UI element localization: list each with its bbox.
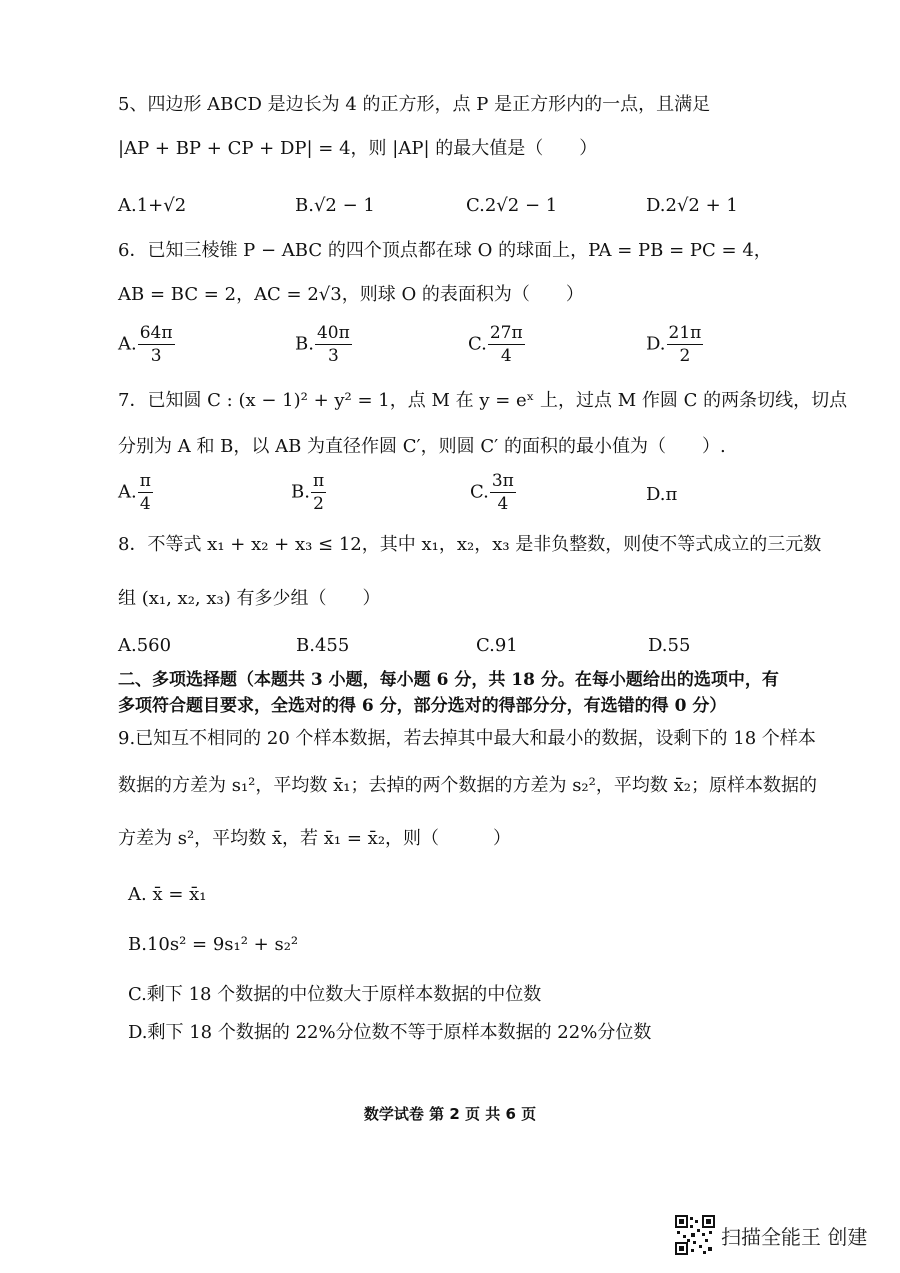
q7-option-a bbox=[118, 470, 153, 515]
q5-options bbox=[118, 193, 860, 241]
q6-option-c-label: C. bbox=[468, 333, 487, 355]
q7-option-a-num: π bbox=[139, 471, 151, 491]
q6-option-c bbox=[468, 322, 525, 367]
q8-option-c: C.91 bbox=[476, 635, 518, 656]
q7-option-b-label: B. bbox=[291, 481, 310, 503]
q7-options bbox=[118, 470, 860, 518]
watermark-text: 扫描全能王 创建 bbox=[721, 1224, 868, 1249]
q6-option-c-den: 4 bbox=[500, 346, 512, 366]
q6-option-c-num: 27π bbox=[489, 323, 523, 343]
q6-option-b-num: 40π bbox=[316, 323, 350, 343]
section2-heading-line2: 多项符合题目要求，全选对的得 6 分，部分选对的得部分分，有选错的得 0 分） bbox=[118, 696, 727, 716]
q6-option-b-den: 3 bbox=[327, 346, 339, 366]
q6-stem-line1: 6．已知三棱锥 P − ABC 的四个顶点都在球 O 的球面上，PA = PB = PC = 4， bbox=[118, 240, 772, 261]
qr-code-icon bbox=[675, 1215, 715, 1255]
q6-option-d-label: D. bbox=[646, 333, 666, 355]
q9-stem-line3: 方差为 s²，平均数 x̄，若 x̄₁ = x̄₂，则（ ） bbox=[118, 828, 512, 849]
q5-option-b: B.√2 − 1 bbox=[295, 195, 375, 216]
q7-option-c-num: 3π bbox=[491, 471, 514, 491]
q6-option-b-fraction bbox=[315, 322, 352, 367]
scanner-watermark bbox=[675, 1212, 867, 1258]
q6-option-a-den: 3 bbox=[150, 346, 162, 366]
q9-option-b: B.10s² = 9s₁² + s₂² bbox=[128, 934, 299, 955]
q6-option-b-label: B. bbox=[295, 333, 314, 355]
q5-stem-line1: 5、四边形 ABCD 是边长为 4 的正方形，点 P 是正方形内的一点，且满足 bbox=[118, 94, 711, 115]
q8-option-a: A.560 bbox=[118, 635, 172, 656]
q6-option-d-fraction bbox=[667, 322, 704, 367]
q6-options bbox=[118, 322, 860, 370]
q7-option-c-den: 4 bbox=[497, 494, 509, 514]
q7-option-c-fraction bbox=[490, 470, 516, 515]
q8-stem-line2: 组 (x₁, x₂, x₃) 有多少组（ ） bbox=[118, 588, 381, 609]
q8-stem-line1: 8．不等式 x₁ + x₂ + x₃ ≤ 12，其中 x₁，x₂，x₃ 是非负整数，则使不等式成立的三元数 bbox=[118, 534, 822, 555]
q7-stem-line1: 7．已知圆 C : (x − 1)² + y² = 1，点 M 在 y = eˣ 上，过点 M 作圆 C 的两条切线，切点 bbox=[118, 390, 848, 411]
q6-option-a-label: A. bbox=[118, 333, 137, 355]
q6-option-a-num: 64π bbox=[139, 323, 173, 343]
q8-option-d: D.55 bbox=[648, 635, 691, 656]
page-footer: 数学试卷 第 2 页 共 6 页 bbox=[363, 1105, 537, 1123]
q6-option-d-num: 21π bbox=[668, 323, 702, 343]
q6-option-d bbox=[646, 322, 703, 367]
q7-option-a-fraction bbox=[138, 470, 153, 515]
q6-option-c-fraction bbox=[488, 322, 525, 367]
q9-option-d: D.剩下 18 个数据的 22%分位数不等于原样本数据的 22%分位数 bbox=[128, 1022, 652, 1043]
q6-option-a-fraction bbox=[138, 322, 175, 367]
q7-option-b-fraction bbox=[311, 470, 326, 515]
q7-option-b-den: 2 bbox=[313, 494, 324, 514]
q5-stem-line2: |AP + BP + CP + DP| = 4，则 |AP| 的最大值是（ ） bbox=[118, 138, 598, 159]
q7-stem-line2: 分别为 A 和 B，以 AB 为直径作圆 C′，则圆 C′ 的面积的最小值为（ ）. bbox=[118, 436, 726, 457]
q5-option-d: D.2√2 + 1 bbox=[646, 195, 738, 216]
q6-option-d-den: 2 bbox=[679, 346, 691, 366]
q7-option-c bbox=[470, 470, 516, 515]
q9-stem-line2: 数据的方差为 s₁²，平均数 x̄₁；去掉的两个数据的方差为 s₂²，平均数 x̄₂；原样本数据的 bbox=[118, 775, 817, 796]
q9-option-a: A. x̄ = x̄₁ bbox=[128, 884, 207, 905]
q5-option-c: C.2√2 − 1 bbox=[466, 195, 558, 216]
q5-option-a: A.1+√2 bbox=[118, 195, 187, 216]
q7-option-c-label: C. bbox=[470, 481, 489, 503]
q7-option-a-den: 4 bbox=[139, 494, 151, 514]
q6-option-a bbox=[118, 322, 175, 367]
q7-option-d: D.π bbox=[646, 484, 678, 505]
q8-option-b: B.455 bbox=[296, 635, 350, 656]
section2-heading-line1: 二、多项选择题（本题共 3 小题，每小题 6 分，共 18 分。在每小题给出的选项中，有 bbox=[118, 670, 779, 690]
q6-stem-line2: AB = BC = 2，AC = 2√3，则球 O 的表面积为（ ） bbox=[118, 284, 584, 305]
q6-option-b bbox=[295, 322, 352, 367]
q9-stem-line1: 9.已知互不相同的 20 个样本数据，若去掉其中最大和最小的数据，设剩下的 18 个样本 bbox=[118, 728, 816, 749]
q7-option-a-label: A. bbox=[118, 481, 137, 503]
q9-option-c: C.剩下 18 个数据的中位数大于原样本数据的中位数 bbox=[128, 984, 542, 1005]
q7-option-b-num: π bbox=[312, 471, 325, 491]
q7-option-b bbox=[291, 470, 326, 515]
